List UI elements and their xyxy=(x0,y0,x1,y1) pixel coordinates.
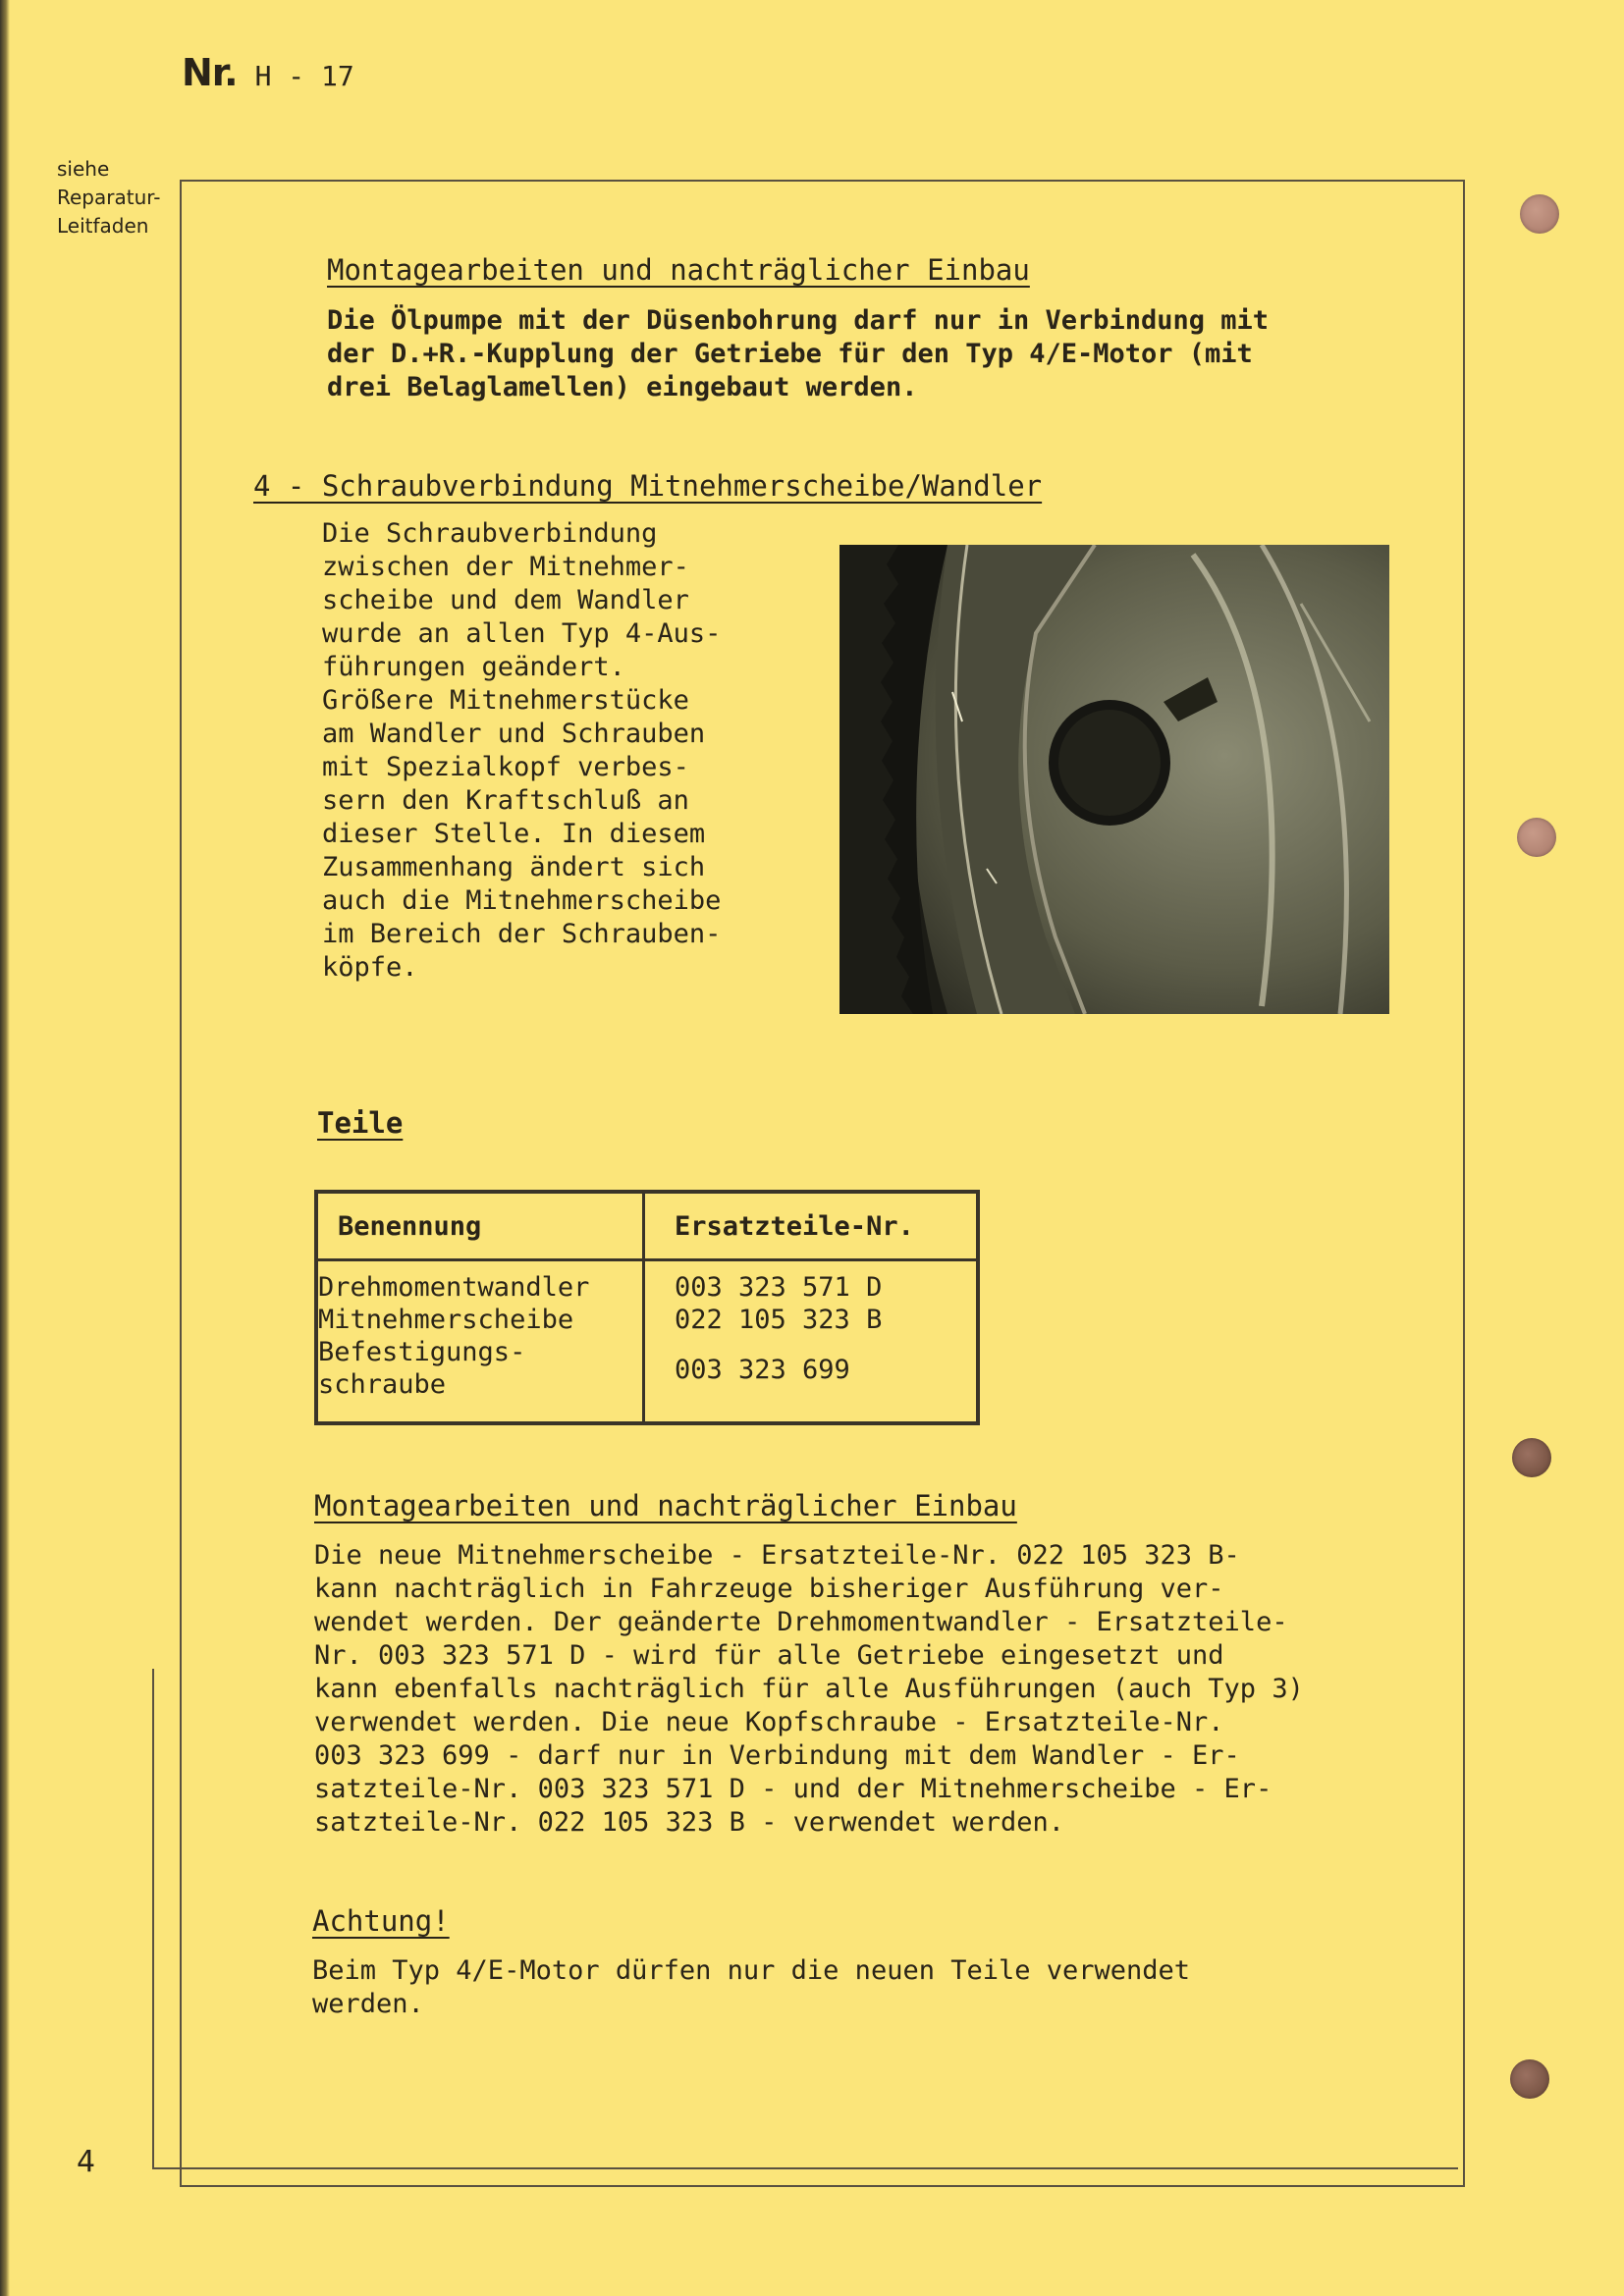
part-number: 003 323 699 xyxy=(675,1355,850,1385)
margin-note xyxy=(57,155,175,240)
section-heading-assembly-2: Montagearbeiten und nachträglicher Einbau xyxy=(314,1489,1017,1522)
section-text-retrofit xyxy=(314,1539,1304,1840)
text-line: satzteile-Nr. 003 323 571 D - und der Mitnehmerscheibe - Er- xyxy=(314,1774,1272,1804)
parts-table xyxy=(314,1190,980,1425)
punch-hole xyxy=(1512,1438,1551,1477)
warning-heading: Achtung! xyxy=(312,1904,450,1938)
text-line: werden. xyxy=(312,1989,424,2019)
section-text-oil-pump xyxy=(327,304,1269,404)
text-line: dieser Stelle. In diesem xyxy=(322,819,706,849)
text-line: am Wandler und Schrauben xyxy=(322,719,706,749)
part-number: 003 323 571 D xyxy=(675,1272,883,1303)
part-name: Drehmomentwandler xyxy=(318,1272,590,1303)
column-header-name: Benennung xyxy=(316,1192,644,1260)
punch-hole xyxy=(1517,818,1556,857)
converter-photo xyxy=(839,545,1389,1014)
margin-note-line: Reparatur- xyxy=(57,186,161,209)
text-line: der D.+R.-Kupplung der Getriebe für den Typ 4/E-Motor (mit xyxy=(327,339,1253,369)
text-line: zwischen der Mitnehmer- xyxy=(322,552,689,582)
frame-line xyxy=(152,2167,1458,2169)
part-name: Befestigungs- xyxy=(318,1337,526,1367)
parts-heading: Teile xyxy=(317,1106,404,1140)
table-row xyxy=(316,1260,978,1424)
text-line: auch die Mitnehmerscheibe xyxy=(322,885,722,916)
margin-note-line: siehe xyxy=(57,157,110,181)
text-line: wendet werden. Der geänderte Drehmomentwandler - Ersatzteile- xyxy=(314,1607,1288,1637)
text-line: Die Ölpumpe mit der Düsenbohrung darf nur in Verbindung mit xyxy=(327,305,1270,336)
text-line: scheibe und dem Wandler xyxy=(322,585,689,615)
frame-line xyxy=(152,1669,154,2167)
binding-edge xyxy=(0,0,10,2296)
text-line: sern den Kraftschluß an xyxy=(322,785,689,816)
section-heading-bolt-connection: 4 - Schraubverbindung Mitnehmerscheibe/Wandler xyxy=(253,469,1043,503)
text-line: 003 323 699 - darf nur in Verbindung mit dem Wandler - Er- xyxy=(314,1740,1240,1771)
parts-numbers-cell xyxy=(644,1260,979,1424)
text-line: verwendet werden. Die neue Kopfschraube - Ersatzteile-Nr. xyxy=(314,1707,1224,1737)
margin-note-line: Leitfaden xyxy=(57,214,149,238)
text-line: Die neue Mitnehmerscheibe - Ersatzteile-Nr. 022 105 323 B- xyxy=(314,1540,1240,1571)
converter-photo-image xyxy=(839,545,1389,1014)
part-name: Mitnehmerscheibe xyxy=(318,1305,574,1335)
text-line: Nr. 003 323 571 D - wird für alle Getriebe eingesetzt und xyxy=(314,1640,1224,1671)
section-heading-assembly: Montagearbeiten und nachträglicher Einbau xyxy=(327,253,1030,287)
text-line: mit Spezialkopf verbes- xyxy=(322,752,689,782)
text-line: wurde an allen Typ 4-Aus- xyxy=(322,618,722,649)
text-line: drei Belaglamellen) eingebaut werden. xyxy=(327,372,918,402)
page-number: 4 xyxy=(77,2145,96,2179)
document-number xyxy=(182,51,354,94)
table-header-row xyxy=(316,1192,978,1260)
text-line: satzteile-Nr. 022 105 323 B - verwendet werden. xyxy=(314,1807,1065,1838)
document-number-label: Nr. xyxy=(182,51,238,94)
section-text-bolt-connection xyxy=(322,517,721,985)
warning-text xyxy=(312,1954,1190,2021)
part-name: schraube xyxy=(318,1369,447,1400)
text-line: Die Schraubverbindung xyxy=(322,518,658,549)
text-line: kann ebenfalls nachträglich für alle Ausführungen (auch Typ 3) xyxy=(314,1674,1304,1704)
punch-hole xyxy=(1520,194,1559,234)
part-number: 022 105 323 B xyxy=(675,1305,883,1335)
text-line: führungen geändert. xyxy=(322,652,625,682)
parts-names-cell xyxy=(316,1260,644,1424)
document-number-value: H - 17 xyxy=(254,60,354,92)
column-header-part-number: Ersatzteile-Nr. xyxy=(644,1192,979,1260)
text-line: kann nachträglich in Fahrzeuge bisheriger Ausführung ver- xyxy=(314,1574,1224,1604)
text-line: Beim Typ 4/E-Motor dürfen nur die neuen Teile verwendet xyxy=(312,1955,1191,1986)
text-line: Zusammenhang ändert sich xyxy=(322,852,706,882)
text-line: Größere Mitnehmerstücke xyxy=(322,685,689,716)
text-line: köpfe. xyxy=(322,952,418,983)
text-line: im Bereich der Schrauben- xyxy=(322,919,722,949)
punch-hole xyxy=(1510,2059,1549,2099)
